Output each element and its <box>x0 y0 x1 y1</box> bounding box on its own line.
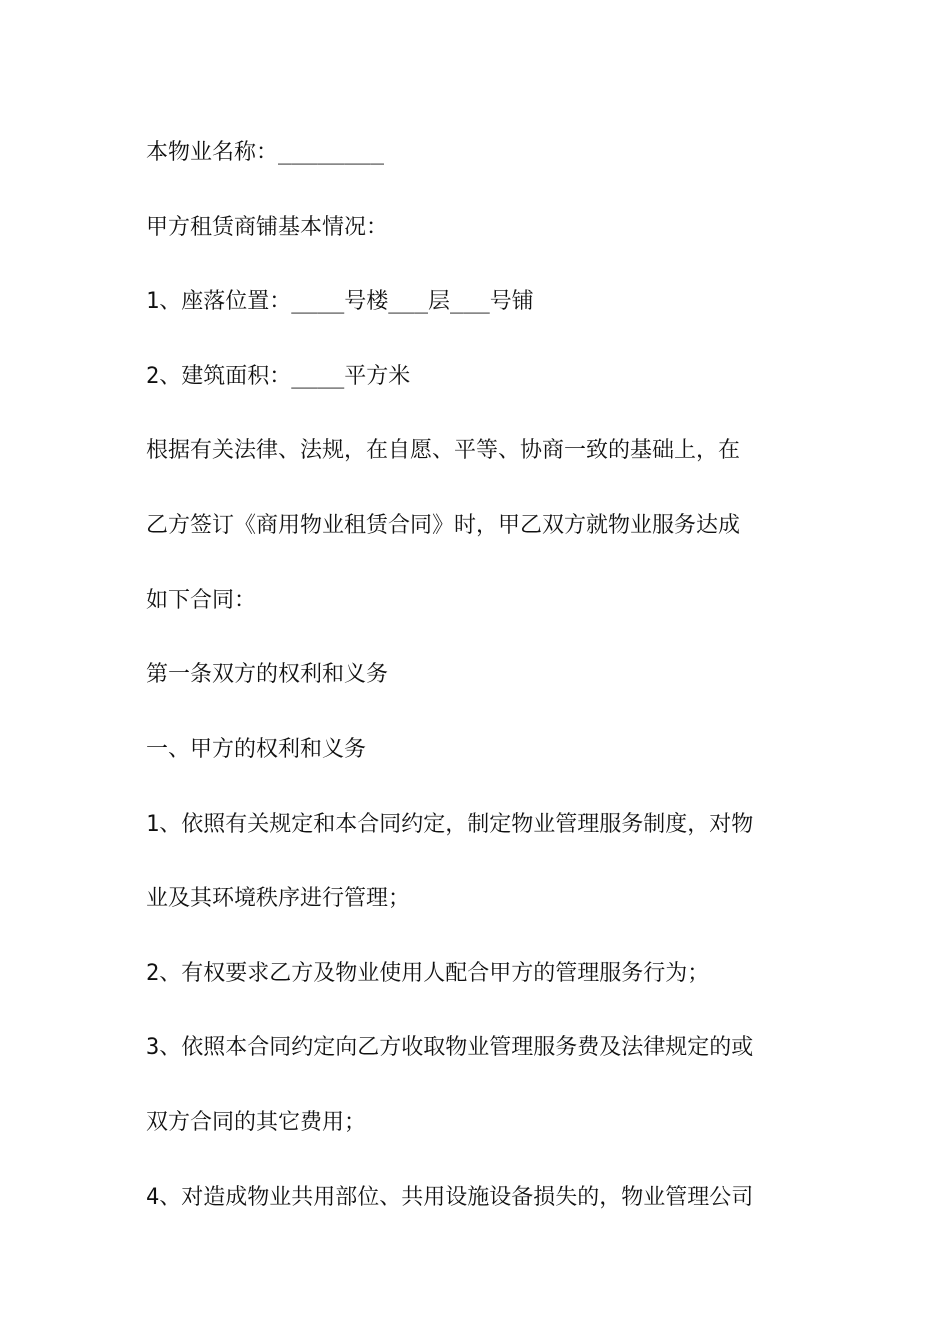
paragraph-line: 乙方签订《商用物业租赁合同》时，甲乙双方就物业服务达成 <box>146 513 741 538</box>
clause-line: 3、依照本合同约定向乙方收取物业管理服务费及法律规定的或 <box>146 1035 754 1060</box>
location-line: 1、座落位置：____号楼___层___号铺 <box>146 289 534 314</box>
clause-line: 双方合同的其它费用； <box>146 1110 367 1135</box>
paragraph-line: 根据有关法律、法规，在自愿、平等、协商一致的基础上，在 <box>146 438 741 463</box>
shop-basic-info-heading: 甲方租赁商铺基本情况： <box>146 215 389 240</box>
clause-line: 2、有权要求乙方及物业使用人配合甲方的管理服务行为； <box>146 961 710 986</box>
paragraph-line: 如下合同： <box>146 588 257 613</box>
party-a-section-heading: 一、甲方的权利和义务 <box>146 737 367 762</box>
property-name-line: 本物业名称：________ <box>146 140 384 165</box>
clause-line: 1、依照有关规定和本合同约定，制定物业管理服务制度，对物 <box>146 812 754 837</box>
floor-area-line: 2、建筑面积：____平方米 <box>146 364 411 389</box>
clause-line: 业及其环境秩序进行管理； <box>146 886 411 911</box>
article-one-heading: 第一条双方的权利和义务 <box>146 662 389 687</box>
clause-line: 4、对造成物业共用部位、共用设施设备损失的，物业管理公司 <box>146 1185 754 1210</box>
